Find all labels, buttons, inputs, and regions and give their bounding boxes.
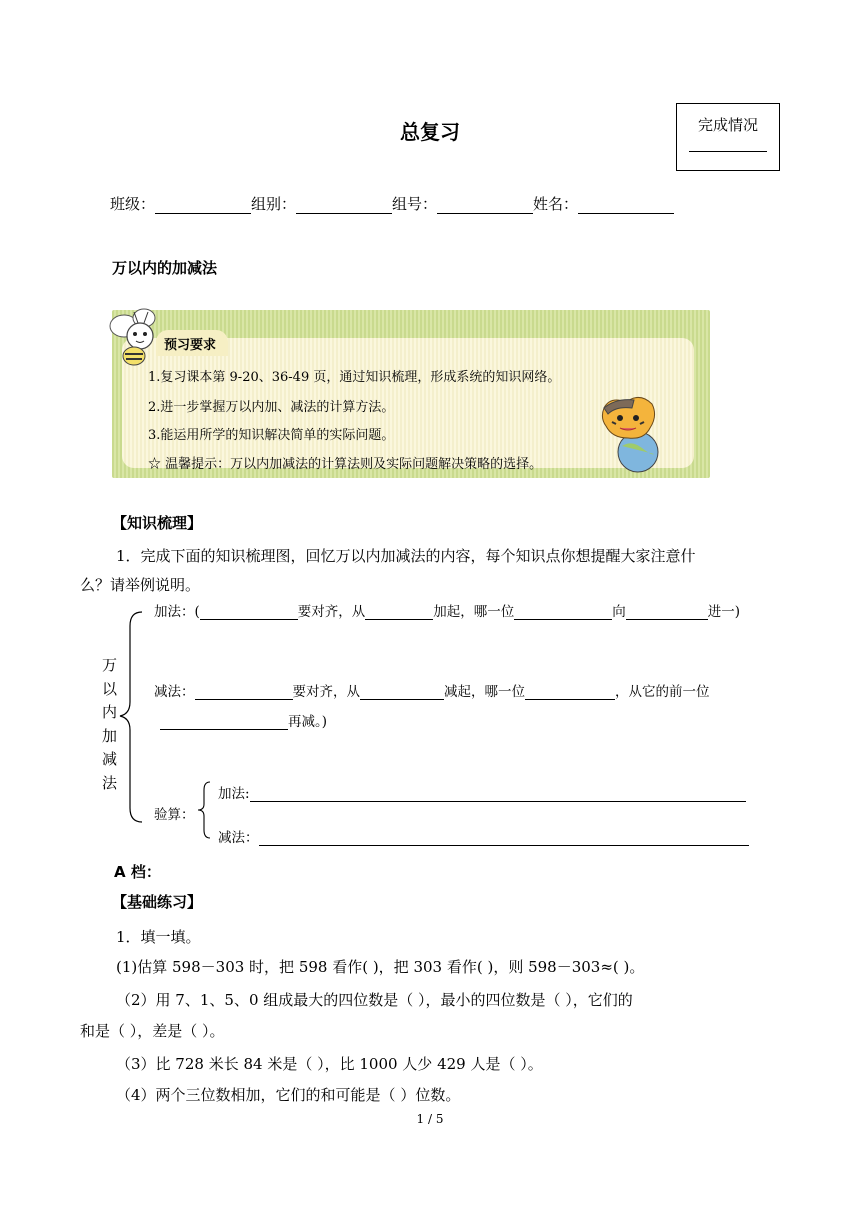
level-a-label: A 档：	[114, 863, 161, 881]
subtraction-text: 减起，哪一位	[444, 684, 525, 700]
mindmap-subtraction-row	[154, 680, 710, 700]
mindmap-subtraction-row-2	[160, 710, 327, 730]
check-addition-label: 加法:	[218, 786, 250, 802]
vertical-char: 万	[102, 656, 118, 674]
check-subtraction-row	[218, 826, 749, 846]
group-blank[interactable]	[296, 195, 392, 214]
student-info-row	[110, 193, 674, 214]
exercise-line: 和是（ ），差是（ ）。	[80, 1022, 225, 1040]
check-subtraction-label: 减法：	[218, 830, 259, 846]
exercise-line: （4）两个三位数相加，它们的和可能是（ ）位数。	[116, 1086, 461, 1104]
exercise-line: (1)估算 598－303 时，把 598 看作( )，把 303 看作( )，则 598－303≈( )。	[116, 958, 645, 976]
subtraction-blank-1[interactable]	[195, 684, 293, 700]
preview-item: ☆ 温馨提示：万以内加减法的计算法则及实际问题解决策略的选择。	[148, 457, 543, 472]
class-label: 班级：	[110, 195, 156, 213]
knowledge-question-1-cont: 么？请举例说明。	[80, 576, 201, 594]
check-addition-row	[218, 782, 746, 802]
page-title: 总复习	[400, 120, 460, 144]
preview-heading: 预习要求	[164, 338, 217, 353]
mindmap-addition-row	[154, 600, 740, 620]
group-number-blank[interactable]	[437, 195, 533, 214]
addition-blank-2[interactable]	[365, 604, 433, 620]
name-blank[interactable]	[578, 195, 674, 214]
vertical-char: 减	[102, 750, 118, 768]
check-brace	[196, 780, 212, 840]
name-label: 姓名：	[533, 195, 579, 213]
subtraction-label: 减法：	[154, 684, 195, 700]
preview-item: 1.复习课本第 9-20、36-49 页，通过知识梳理，形成系统的知识网络。	[148, 370, 561, 385]
addition-label: 加法：(	[154, 604, 200, 620]
knowledge-question-1: 1．完成下面的知识梳理图，回忆万以内加减法的内容，每个知识点你想提醒大家注意什	[116, 547, 696, 565]
subtraction-blank-2[interactable]	[360, 684, 444, 700]
section-title: 万以内的加减法	[112, 259, 218, 277]
check-label: 验算：	[154, 807, 195, 823]
preview-item: 3.能运用所学的知识解决简单的实际问题。	[148, 428, 395, 443]
subtraction-text: ，从它的前一位	[615, 684, 710, 700]
addition-blank-3[interactable]	[514, 604, 612, 620]
addition-text: 要对齐，从	[297, 604, 366, 620]
addition-blank-1[interactable]	[200, 604, 298, 620]
exercise-line: （2）用 7、1、5、0 组成最大的四位数是（ ），最小的四位数是（ ），它们的	[116, 991, 633, 1009]
mindmap-main-brace	[116, 610, 146, 824]
vertical-char: 内	[102, 703, 118, 721]
check-addition-blank[interactable]	[250, 786, 746, 802]
vertical-char: 法	[102, 773, 118, 792]
check-subtraction-blank[interactable]	[259, 830, 749, 846]
vertical-char: 以	[102, 679, 118, 698]
exercise-1-title: 1．填一填。	[116, 928, 201, 946]
bee-illustration	[104, 304, 168, 370]
tiger-globe-illustration	[592, 394, 682, 474]
completion-status-box	[676, 103, 780, 171]
subtraction-blank-4[interactable]	[160, 714, 288, 730]
group-label: 组别：	[251, 195, 297, 213]
basic-practice-heading: 【基础练习】	[112, 893, 203, 911]
addition-blank-4[interactable]	[626, 604, 708, 620]
addition-text: 加起，哪一位	[433, 604, 515, 620]
vertical-char: 加	[102, 726, 118, 745]
addition-text: 向	[612, 604, 626, 620]
knowledge-heading: 【知识梳理】	[112, 514, 203, 532]
subtraction-text: 再减。)	[288, 714, 328, 730]
exercise-line: （3）比 728 米长 84 米是（ ），比 1000 人少 429 人是（ ）。	[116, 1055, 543, 1073]
preview-item: 2.进一步掌握万以内加、减法的计算方法。	[148, 400, 395, 415]
addition-text: 进一)	[707, 604, 741, 620]
completion-status-blank[interactable]	[689, 151, 767, 152]
group-number-label: 组号：	[392, 195, 438, 213]
completion-status-label: 完成情况	[697, 116, 758, 134]
subtraction-text: 要对齐，从	[292, 684, 360, 700]
page-number: 1 / 5	[416, 1112, 444, 1126]
class-blank[interactable]	[155, 195, 251, 214]
subtraction-blank-3[interactable]	[525, 684, 615, 700]
